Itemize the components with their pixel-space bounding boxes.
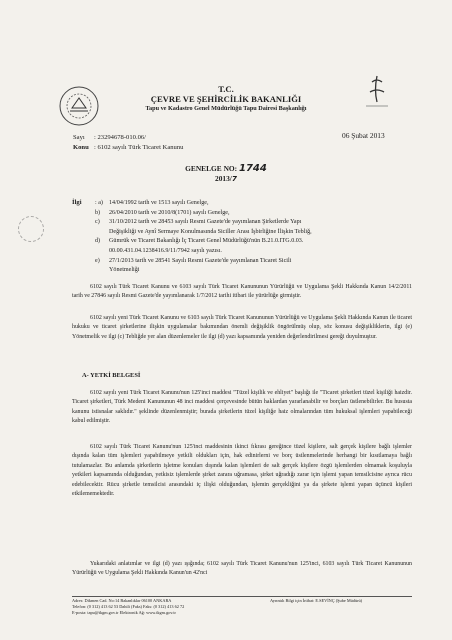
circular-year [0,174,452,183]
circular-title-label: GENELGE NO: [185,164,238,173]
ilgi-item: e) 27/1/2013 tarih ve 28541 Sayılı Resmi Gazete'de yayımlanan Ticaret Sicili [95,257,292,264]
paragraph-1: 6102 sayılı Türk Ticaret Kanunu ve 6103 sayılı Türk Ticaret Kanununun Yürürlüğü ve Uygulama Şekli Hakkında Kanun 14/2/2011 tarih ve 27846 sayılı Resmi Gazete'de yayımlanarak 1/7/2012 tarihi itibari ile yürürlüğe girmiştir. [72,284,412,300]
footer-address: Adres: Dikmen Cad. No:14 Bakanlıklar 06100 ANKARA [72,598,172,603]
ilgi-label: İlgi [72,199,82,206]
konu-value: : 6102 sayılı Türk Ticaret Kanunu [94,144,184,151]
sayi-label: Sayı [73,134,85,141]
footer-web: E-posta: tapu@tkgm.gov.tr Elektronik Ağ: www.tkgm.gov.tr [72,610,176,615]
paragraph-5: Yukarıdaki anlatımlar ve ilgi (d) yazı ışığında; 6102 sayılı Türk Ticaret Kanunu'nun 125'inci, 6103 sayılı Türk Ticaret Kanununun Yürürlüğü ve Uygulama Şekli Hakkında Kanun'un 42'nci [72,561,412,577]
stamp-mark-icon [18,216,44,242]
ilgi-item: Değişikliği ve Aynî Sermaye Konulmasında Siciller Arası İşbirliğine İlişkin Tebliğ, [109,228,312,235]
footer-phone: Telefon: (0 312) 413 62 53 Dahili (Faks) Faks: (0 312) 413 62 72 [72,604,185,609]
circular-title [0,163,452,174]
konu-label: Konu [73,144,89,151]
footer-contact: Ayrıntılı Bilgi için İrtibat: E.SEVİNÇ (Şube Müdürü) [270,598,363,603]
header-tc: T.C. [218,84,234,94]
ilgi-item: 00.00.431.04.1238416.9/11/7942 sayılı yazısı. [109,247,222,254]
sayi-value: : 23294678-010.06/ [94,134,147,141]
footer-divider [72,596,412,597]
header-ministry: ÇEVRE VE ŞEHİRCİLİK BAKANLIĞI [150,94,302,104]
ilgi-item: d) Gümrük ve Ticaret Bakanlığı İç Ticaret Genel Müdürlüğü'nün B.21.0.ITG.0.03. [95,238,304,245]
ilgi-item: c) 31/10/2012 tarih ve 28453 sayılı Resmi Gazete'de yayımlanan Şirketlerde Yapı [95,219,302,226]
paragraph-3: 6102 sayılı yeni Türk Ticaret Kanunu'nun 125'inci maddesi "Tüzel kişilik ve ehliyet" başlığı ile "Ticaret şirketleri tüzel kişiliği haizdir. Ticaret şirketleri, Türk Medeni Kanununun 48 inci maddesi çerçevesinde bütün haklardan yararlanabilir ve borçları üstlenebilirler. Bu hususta kanunu istisnalar saklıdır." şeklinde düzenlenmiştir; burada şirketlerin tüzel kişiliğe haiz olmalarından tüm hukuksal işlemleri yapabileceği kabul edilmiştir. [72,390,412,425]
ilgi-item: Yönetmeliği [109,267,140,274]
document-date: 06 Şubat 2013 [342,131,385,140]
header-directorate: Tapu ve Kadastro Genel Müdürlüğü Tapu Dairesi Başkanlığı [145,105,307,112]
paragraph-2: 6102 sayılı yeni Türk Ticaret Kanunu ve 6103 sayılı Türk Ticaret Kanununun Yürürlüğü ve Uygulama Şekli Hakkında Kanun ile ticaret hukuku ve ticaret şirketlerine ilişkin uygulamalar bakımından önemli değişiklik öngörülmüş olup, söz konusu değişikliklerin, ilgi (e) Yönetmelik ve ilgi (c) Tebliğde yer alan düzenlemeler ile ilgi (d) yazı kapsamında yeniden değerlendirilmesi gereği duyulmuştur. [72,315,412,340]
ilgi-list [95,199,413,276]
ilgi-item: : a) 14/04/1992 tarih ve 1513 sayılı Genelge, [95,200,209,206]
ilgi-item: b) 26/04/2010 tarih ve 2010/8(1701) sayılı Genelge, [95,209,230,216]
circular-year-label: 2013/ [215,174,232,183]
paragraph-4: 6102 sayılı Türk Ticaret Kanunu'nun 125'inci maddesinin ikinci fıkrası gereğince tüzel kişilere, salt gerçek kişilere bağlı işlemler dışında kalan tüm işlemleri yapabilmeye yetkili oldukları için, hak edinirlerni ve borç üstlenmelerinde herhangi bir kısıtlamaya bağlı tutulamazlar. Bu anlamda şirketlerin işletme konuları dışında kalan işlemleri de salt gerçek kişilere özgü işlemlerden olmamak koşuluyla yetkileri kapsamında olduğundan, yetkisiz işlemlerde şirket zarara uğramasa, şirket uğradığı zarar için işlemi yapan temsilcisine ayrıca rücu edebilecektir. Rücu şirketle temsilcisi arasındaki iç ilişki olduğundan, işlemin gerçekliğini ya da şirkete işlemi yapan üçüncü kişileri etkilememektedir. [72,444,412,498]
section-a-heading: A- YETKİ BELGESİ [82,372,141,379]
circular-year-number: 7 [231,174,237,183]
circular-number: 1744 [238,163,267,174]
